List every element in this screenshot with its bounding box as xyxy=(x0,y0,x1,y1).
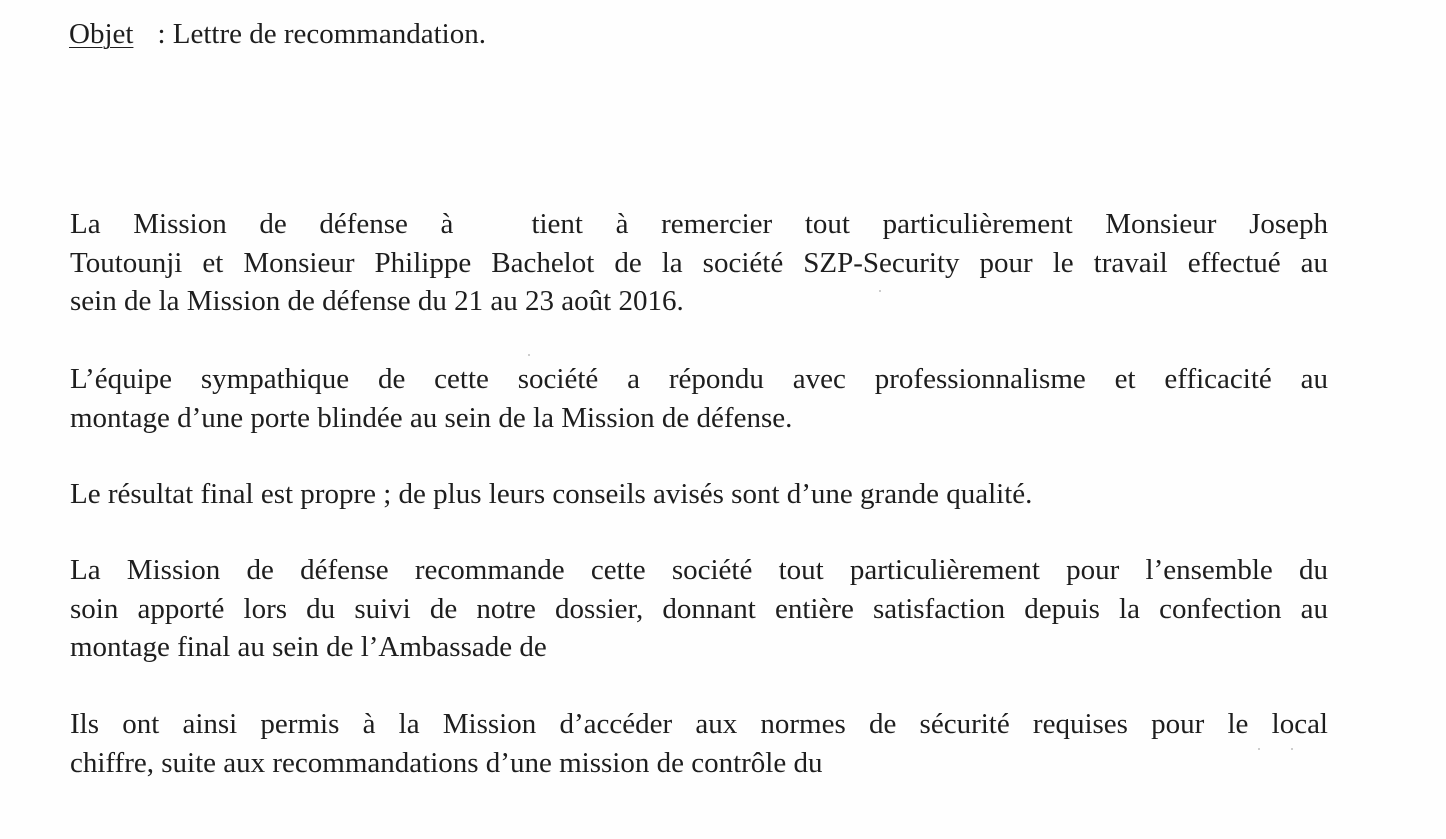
subject-line xyxy=(69,14,486,54)
paragraph-line: Ils ont ainsi permis à la Mission d’accéder aux normes de sécurité requises pour le local xyxy=(70,708,1328,740)
paragraph-result xyxy=(70,475,1328,514)
paragraph-line: sein de la Mission de défense du 21 au 23 août 2016. xyxy=(70,285,684,317)
paragraph-line: montage d’une porte blindée au sein de la Mission de défense. xyxy=(70,401,793,434)
scan-speck xyxy=(879,290,881,292)
paragraph-line: Le résultat final est propre ; de plus leurs conseils avisés sont d’une grande qualité. xyxy=(70,478,1033,510)
paragraph-line: soin apporté lors du suivi de notre dossier, donnant entière satisfaction depuis la confection au xyxy=(70,592,1328,625)
paragraph-team xyxy=(70,360,1328,437)
scan-speck xyxy=(528,354,530,356)
scan-speck xyxy=(1258,748,1260,750)
line-text-after-gap: tient à remercier tout particulièrement Monsieur Joseph xyxy=(531,208,1329,240)
paragraph-security-norms xyxy=(70,705,1328,782)
paragraph-line: La Mission de défense recommande cette société tout particulièrement pour l’ensemble du xyxy=(70,554,1328,586)
paragraph-line xyxy=(70,205,1328,244)
subject-label: Objet xyxy=(69,18,134,50)
paragraph-recommendation xyxy=(70,551,1328,667)
subject-text: Lettre de recommandation. xyxy=(172,18,486,50)
scan-speck xyxy=(1291,748,1293,750)
line-text-before-gap: La Mission de défense à xyxy=(70,208,454,240)
paragraph-thanks xyxy=(70,205,1328,321)
paragraph-line: Toutounji et Monsieur Philippe Bachelot de la société SZP-Security pour le travail effectué au xyxy=(70,246,1328,279)
subject-colon: : xyxy=(157,18,166,50)
paragraph-line: montage final au sein de l’Ambassade de xyxy=(70,631,547,663)
paragraph-line: chiffre, suite aux recommandations d’une mission de contrôle du xyxy=(70,746,823,779)
paragraph-line: L’équipe sympathique de cette société a répondu avec professionnalisme et efficacité au xyxy=(70,363,1328,395)
